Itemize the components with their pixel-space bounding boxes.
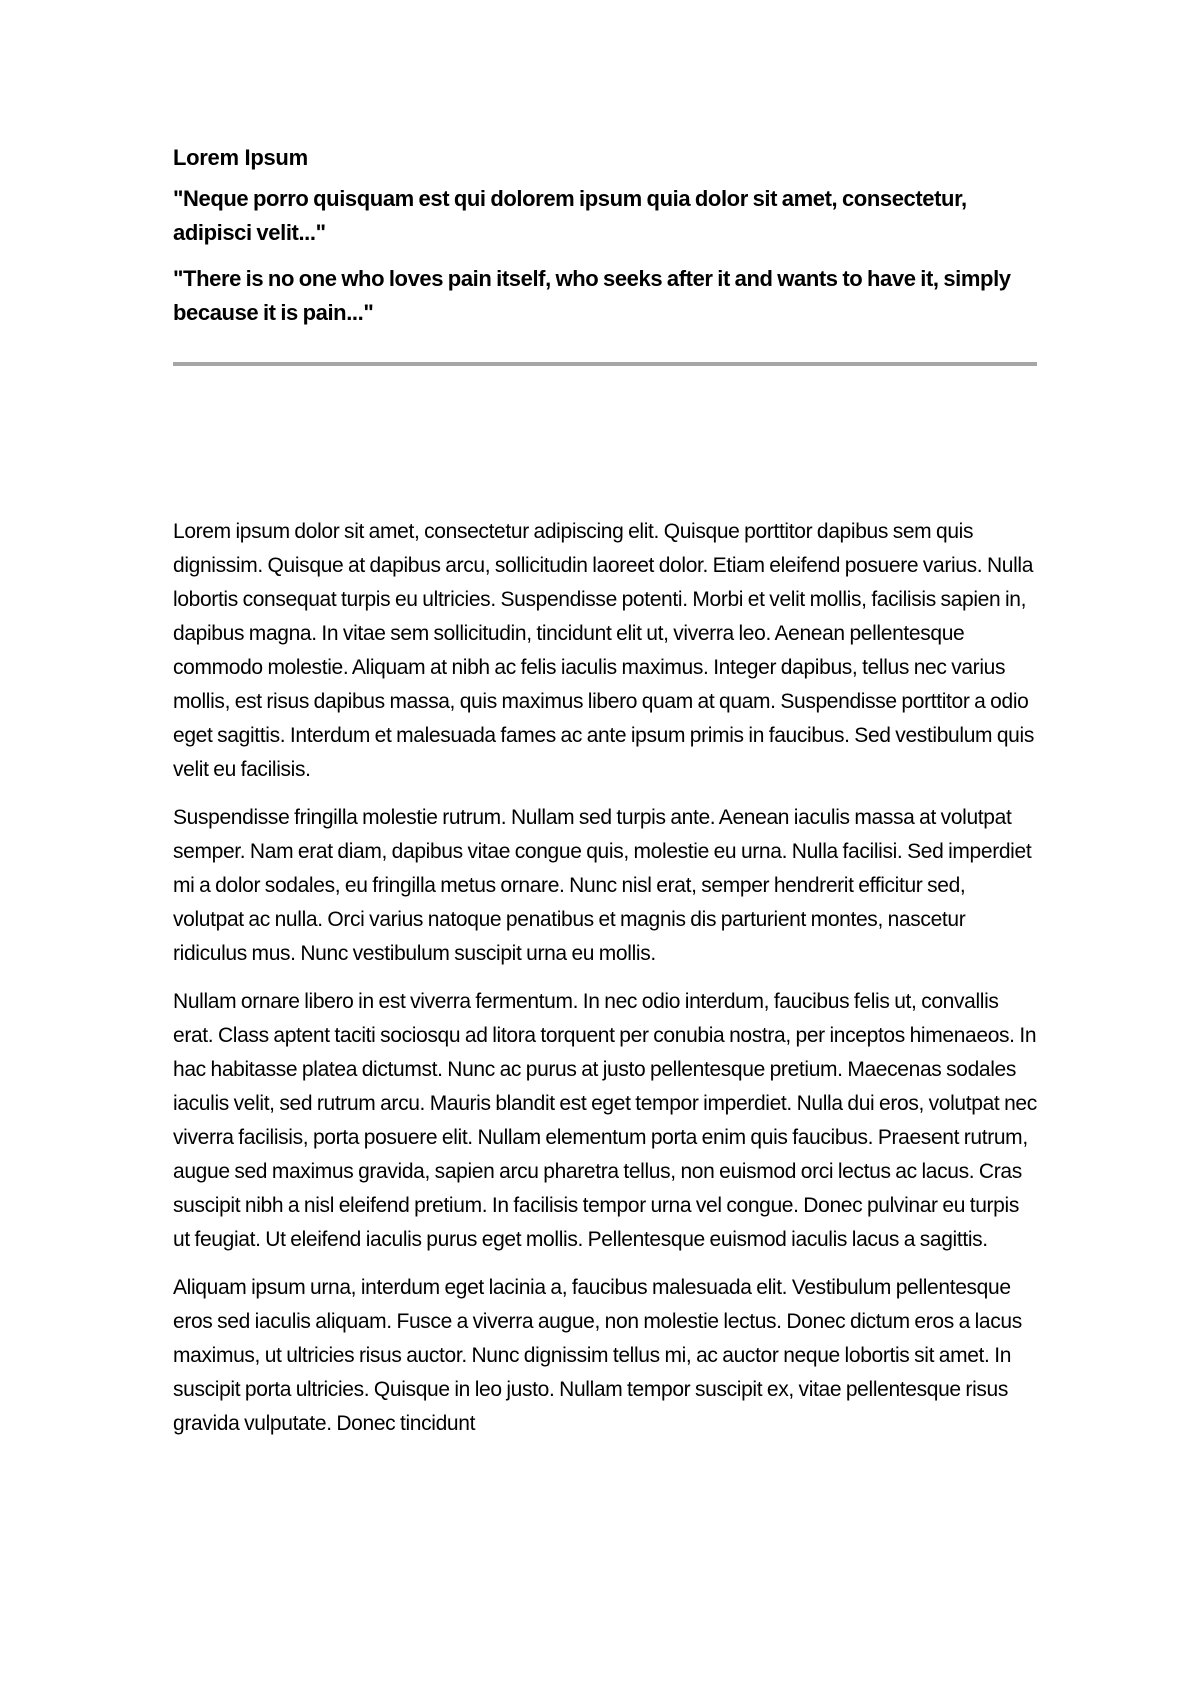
quote-1: "Neque porro quisquam est qui dolorem ipsum quia dolor sit amet, consectetur, adipisci velit..."	[173, 186, 967, 245]
quote-2: "There is no one who loves pain itself, who seeks after it and wants to have it, simply because it is pain..."	[173, 266, 1011, 325]
body-paragraph-1: Lorem ipsum dolor sit amet, consectetur adipiscing elit. Quisque porttitor dapibus sem quis dignissim. Quisque at dapibus arcu, sollicitudin laoreet dolor. Etiam eleifend posuere varius. Nulla lobortis consequat turpis eu ultricies. Suspendisse potenti. Morbi et velit mollis, facilisis sapien in, dapibus magna. In vitae sem sollicitudin, tincidunt elit ut, viverra leo. Aenean pellentesque commodo molestie. Aliquam at nibh ac felis iaculis maximus. Integer dapibus, tellus nec varius mollis, est risus dapibus massa, quis maximus libero quam at quam. Suspendisse porttitor a odio eget sagittis. Interdum et malesuada fames ac ante ipsum primis in faucibus. Sed vestibulum quis velit eu facilisis.	[173, 520, 1034, 781]
document-title: Lorem Ipsum	[173, 145, 308, 170]
body-paragraph-3: Nullam ornare libero in est viverra fermentum. In nec odio interdum, faucibus felis ut, convallis erat. Class aptent taciti sociosqu ad litora torquent per conubia nostra, per inceptos himenaeos. In hac habitasse platea dictumst. Nunc ac purus at justo pellentesque pretium. Maecenas sodales iaculis velit, sed rutrum arcu. Mauris blandit est eget tempor imperdiet. Nulla dui eros, volutpat nec viverra facilisis, porta posuere elit. Nullam elementum porta enim quis faucibus. Praesent rutrum, augue sed maximus gravida, sapien arcu pharetra tellus, non euismod orci lectus ac lacus. Cras suscipit nibh a nisl eleifend pretium. In facilisis tempor urna vel congue. Donec pulvinar eu turpis ut feugiat. Ut eleifend iaculis purus eget mollis. Pellentesque euismod iaculis lacus a sagittis.	[173, 990, 1037, 1251]
horizontal-rule	[173, 362, 1037, 366]
document-body	[173, 515, 1039, 1455]
body-paragraph-4: Aliquam ipsum urna, interdum eget lacinia a, faucibus malesuada elit. Vestibulum pellentesque eros sed iaculis aliquam. Fusce a viverra augue, non molestie lectus. Donec dictum eros a lacus maximus, ut ultricies risus auctor. Nunc dignissim tellus mi, ac auctor neque lobortis sit amet. In suscipit porta ultricies. Quisque in leo justo. Nullam tempor suscipit ex, vitae pellentesque risus gravida vulputate. Donec tincidunt	[173, 1276, 1022, 1435]
document-header	[173, 144, 1037, 342]
body-paragraph-2: Suspendisse fringilla molestie rutrum. Nullam sed turpis ante. Aenean iaculis massa at volutpat semper. Nam erat diam, dapibus vitae congue quis, molestie eu urna. Nulla facilisi. Sed imperdiet mi a dolor sodales, eu fringilla metus ornare. Nunc nisl erat, semper hendrerit efficitur sed, volutpat ac nulla. Orci varius natoque penatibus et magnis dis parturient montes, nascetur ridiculus mus. Nunc vestibulum suscipit urna eu mollis.	[173, 806, 1032, 965]
